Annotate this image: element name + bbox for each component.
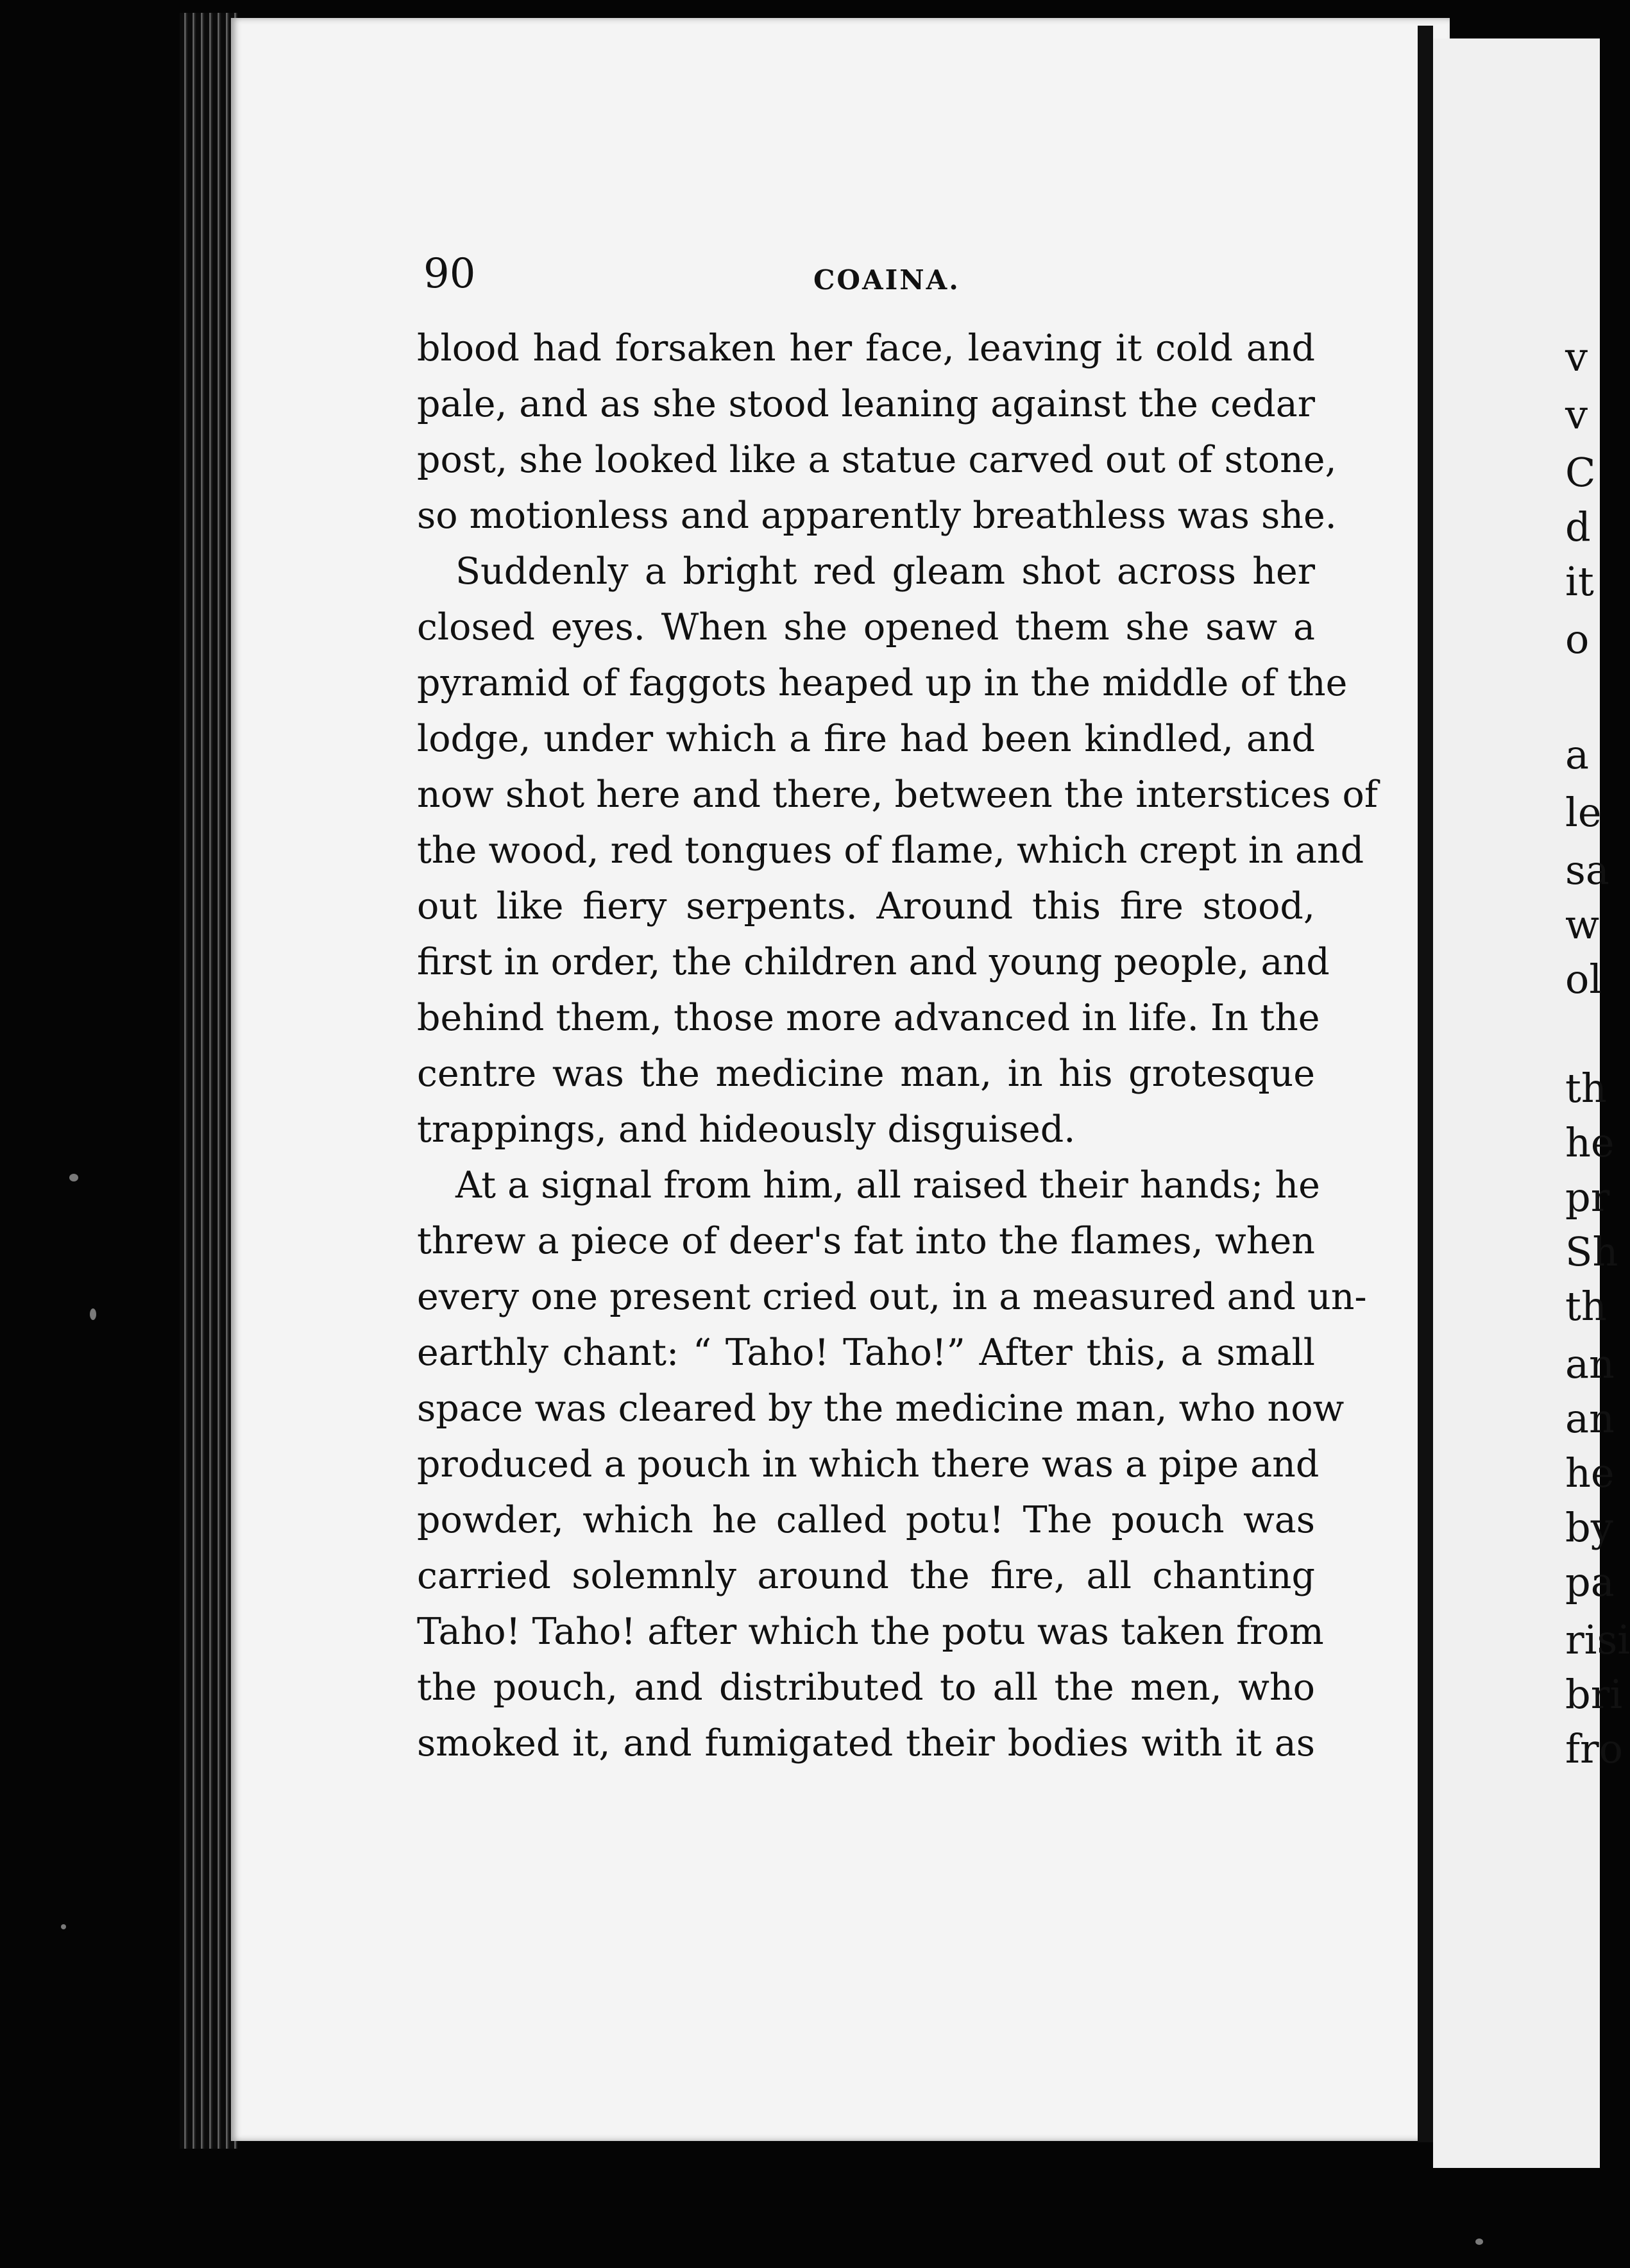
facing-page-fragment: he [1565, 1119, 1615, 1166]
text-line: carried solemnly around the fire, all chanting [417, 1555, 1315, 1597]
facing-page-fragment: pa [1565, 1559, 1615, 1605]
page-header [423, 250, 1321, 314]
text-line: post, she looked like a statue carved out of stone, [417, 439, 1337, 481]
text-line: threw a piece of deer's fat into the flames, when [417, 1220, 1315, 1262]
page-number: 90 [423, 250, 476, 298]
text-line: pale, and as she stood leaning against the cedar [417, 383, 1315, 425]
facing-page-fragment: o [1565, 616, 1590, 663]
text-line: first in order, the children and young people, and [417, 941, 1330, 983]
text-line: lodge, under which a fire had been kindled, and [417, 718, 1315, 760]
scan-speck [90, 1308, 96, 1320]
facing-page-fragment: sa [1565, 847, 1609, 893]
facing-page-fragment: risi [1565, 1616, 1630, 1663]
text-line: At a signal from him, all raised their hands; he [455, 1164, 1320, 1206]
facing-page-fragment: C [1565, 449, 1596, 496]
facing-page-fragment: it [1565, 558, 1594, 605]
facing-page-fragment: ol [1565, 956, 1602, 1003]
scan-speck [61, 1924, 66, 1929]
text-line: out like fiery serpents. Around this fire stood, [417, 885, 1315, 927]
facing-page-fragment: w [1565, 901, 1600, 948]
facing-page-fragment: he [1565, 1450, 1615, 1496]
text-line: powder, which he called potu! The pouch was [417, 1499, 1315, 1541]
book-gutter [1418, 26, 1433, 2142]
facing-page-fragment: bri [1565, 1671, 1623, 1718]
facing-page-fragment: d [1565, 504, 1591, 550]
text-line: space was cleared by the medicine man, who now [417, 1387, 1345, 1430]
facing-page-fragment: pr [1565, 1174, 1610, 1221]
page-edges [180, 13, 237, 2149]
text-line: so motionless and apparently breathless was she. [417, 495, 1337, 537]
text-line: every one present cried out, in a measured and un- [417, 1276, 1367, 1318]
body-text [417, 321, 1378, 1772]
text-line: pyramid of faggots heaped up in the middle of the [417, 662, 1348, 704]
text-line: behind them, those more advanced in life. In the [417, 997, 1320, 1039]
text-line: Suddenly a bright red gleam shot across her [455, 550, 1315, 593]
facing-page-fragment: a [1565, 731, 1589, 778]
facing-page-fragment: an [1565, 1395, 1615, 1442]
text-line: blood had forsaken her face, leaving it cold and [417, 327, 1315, 369]
facing-page-fragment: v [1565, 334, 1588, 380]
text-line: closed eyes. When she opened them she saw a [417, 606, 1315, 648]
facing-page-fragment: le [1565, 789, 1602, 836]
facing-page-fragment: v [1565, 391, 1588, 438]
text-line: centre was the medicine man, in his grotesque [417, 1053, 1315, 1095]
text-line: smoked it, and fumigated their bodies with it as [417, 1722, 1315, 1764]
scan-speck [69, 1174, 78, 1181]
scan-speck [1475, 2238, 1483, 2245]
running-head: COAINA. [813, 264, 960, 296]
facing-page-fragment: th [1565, 1065, 1607, 1112]
text-line: the wood, red tongues of flame, which crept in and [417, 829, 1364, 872]
text-line: earthly chant: “ Taho! Taho!” After this, a small [417, 1332, 1315, 1374]
text-line: the pouch, and distributed to all the men, who [417, 1666, 1315, 1709]
facing-page-fragment: an [1565, 1341, 1615, 1387]
facing-page-fragment: Sh [1565, 1228, 1618, 1275]
facing-page-fragment: by [1565, 1504, 1613, 1551]
facing-page-fragment: fro [1565, 1725, 1623, 1772]
text-line: trappings, and hideously disguised. [417, 1108, 1076, 1151]
text-line: Taho! Taho! after which the potu was taken from [417, 1611, 1324, 1653]
text-line: produced a pouch in which there was a pipe and [417, 1443, 1320, 1485]
facing-page-fragment: th [1565, 1283, 1607, 1330]
text-line: now shot here and there, between the interstices of [417, 774, 1378, 816]
